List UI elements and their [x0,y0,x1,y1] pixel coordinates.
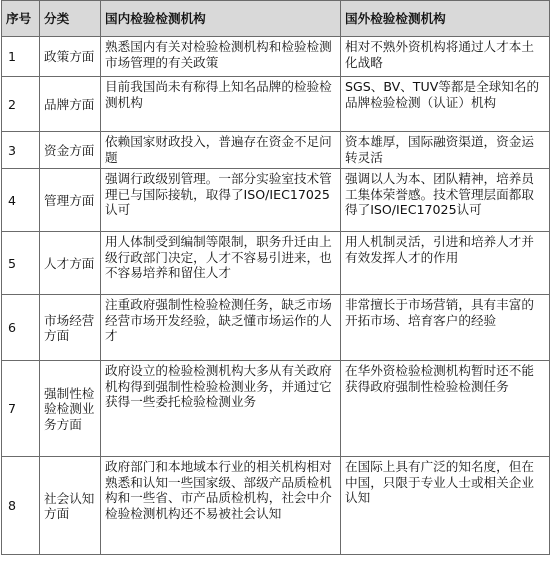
header-foreign-institutions: 国外检验检测机构 [341,1,550,37]
row-domestic-text: 熟悉国内有关对检验检测机构和检验检测市场管理的有关政策 [101,37,341,77]
row-foreign-text: 相对不熟外资机构将通过人才本土化战略 [341,37,550,77]
table-row [2,361,550,457]
table-row [2,295,550,361]
row-category: 品牌方面 [40,77,101,132]
row-foreign-text: 在华外资检验检测机构暂时还不能获得政府强制性检验检测任务 [341,361,550,457]
row-foreign-text: 在国际上具有广泛的知名度，但在中国，只限于专业人士或相关企业认知 [341,457,550,555]
row-foreign-text: 强调以人为本、团队精神，培养员工集体荣誉感。技术管理层面都取得了ISO/IEC17025认可 [341,169,550,232]
row-number: 1 [2,37,40,77]
row-category: 强制性检验检测业务方面 [40,361,101,457]
table-row [2,457,550,555]
table-header-row [2,1,550,37]
row-domestic-text: 依赖国家财政投入，普遍存在资金不足问题 [101,132,341,169]
row-foreign-text: 用人机制灵活，引进和培养人才并有效发挥人才的作用 [341,232,550,295]
header-domestic-institutions: 国内检验检测机构 [101,1,341,37]
row-domestic-text: 注重政府强制性检验检测任务，缺乏市场经营市场开发经验，缺乏懂市场运作的人才 [101,295,341,361]
comparison-table [1,0,550,555]
row-foreign-text: 资本雄厚，国际融资渠道，资金运转灵活 [341,132,550,169]
row-number: 3 [2,132,40,169]
row-number: 6 [2,295,40,361]
row-domestic-text: 强调行政级别管理。一部分实验室技术管理已与国际接轨，取得了ISO/IEC17025认可 [101,169,341,232]
table-row [2,132,550,169]
header-category: 分类 [40,1,101,37]
row-foreign-text: SGS、BV、TUV等都是全球知名的品牌检验检测（认证）机构 [341,77,550,132]
table-row [2,37,550,77]
row-category: 管理方面 [40,169,101,232]
row-domestic-text: 用人体制受到编制等限制，职务升迁由上级行政部门决定，人才不容易引进来，也不容易培养和留住人才 [101,232,341,295]
row-category: 政策方面 [40,37,101,77]
row-category: 市场经营方面 [40,295,101,361]
row-domestic-text: 政府部门和本地域本行业的相关机构相对熟悉和认知一些国家级、部级产品质检机构和一些省、市产品质检机构，社会中介检验检测机构还不易被社会认知 [101,457,341,555]
row-category: 人才方面 [40,232,101,295]
row-domestic-text: 政府设立的检验检测机构大多从有关政府机构得到强制性检验检测业务，并通过它获得一些委托检验检测业务 [101,361,341,457]
table-row [2,169,550,232]
table-row [2,77,550,132]
row-number: 2 [2,77,40,132]
row-foreign-text: 非常擅长于市场营销，具有丰富的开拓市场、培育客户的经验 [341,295,550,361]
table-row [2,232,550,295]
row-number: 5 [2,232,40,295]
row-number: 8 [2,457,40,555]
row-number: 7 [2,361,40,457]
row-category: 社会认知方面 [40,457,101,555]
row-domestic-text: 目前我国尚未有称得上知名品牌的检验检测机构 [101,77,341,132]
header-serial-number: 序号 [2,1,40,37]
row-number: 4 [2,169,40,232]
row-category: 资金方面 [40,132,101,169]
